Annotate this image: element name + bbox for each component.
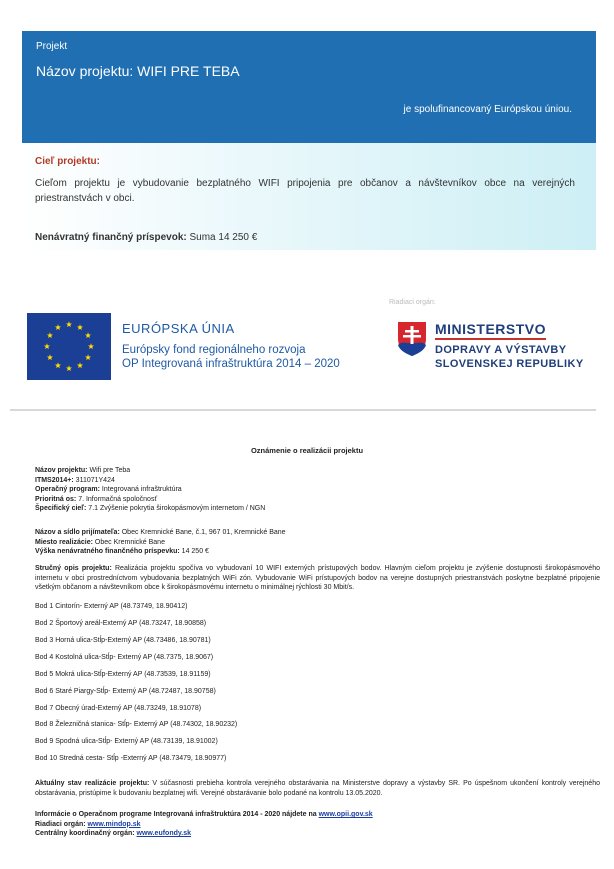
eu-star-icon [66,321,72,327]
ministry-line3: SLOVENSKEJ REPUBLIKY [435,358,584,370]
access-point-6: Bod 6 Staré Piargy-Stĺp- Externý AP (48.72487, 18.90758) [35,688,216,695]
notice-title: Oznámenie o realizácii projektu [250,446,364,455]
riadiaci-organ-caption: Riadiaci orgán: [389,299,436,306]
project-status [35,779,600,798]
eu-star-icon [66,365,72,371]
recipient-info-block [35,528,286,557]
project-description [35,564,600,593]
access-point-2: Bod 2 Športový areál-Externý AP (48.73247, 18.90858) [35,620,207,627]
eu-star-icon [55,324,61,330]
eu-name: EURÓPSKA ÚNIA [122,321,235,336]
ministry-name: MINISTERSTVO [435,321,546,340]
opii-link[interactable]: www.opii.gov.sk [318,811,373,818]
info-row: Špecifický cieľ: 7.1 Zvýšenie pokrytia širokopásmovým internetom / NGN [35,505,266,513]
info-row: Názov projektu: Wifi pre Teba [35,467,131,474]
status-text: V súčasnosti prebieha kontrola verejného obstarávania na Ministerstve dopravy a výstavby SR. Po úspešnom ukončení kontroly verejného obstarávania, pristúpime k budovaniu bezplatnej wifi. Verejné obstarávanie bolo podané na kontrolu 13.05.2020. [35,780,600,797]
info-row: Výška nenávratného finančného príspevku: 14 250 € [35,548,209,556]
grant-line [35,232,257,243]
access-point-3: Bod 3 Horná ulica-Stĺp-Externý AP (48.73486, 18.90781) [35,637,211,644]
eu-star-icon [44,343,50,349]
info-row: ITMS2014+: 311071Y424 [35,476,115,484]
info-row: Operačný program: Integrovaná infraštruktúra [35,486,182,494]
goal-heading: Cieľ projektu: [35,156,100,167]
cofinanced-note: je spolufinancovaný Európskou úniou. [403,104,572,115]
access-point-5: Bod 5 Mokrá ulica-Stĺp-Externý AP (48.73539, 18.91159) [35,671,211,678]
eu-stars-icon [27,313,111,380]
project-label: Projekt [36,41,68,52]
access-point-1: Bod 1 Cintorín- Externý AP (48.73749, 18.90412) [35,603,188,610]
footer-info [35,810,373,839]
ministry-logo-text [435,321,584,371]
grant-label: Nenávratný finančný príspevok: [35,232,187,243]
goal-text: Cieľom projektu je vybudovanie bezplatného WIFI pripojenia pre občanov a návštevníkov obce na verejných priestranstvách v obci. [35,178,575,204]
eufondy-link[interactable]: www.eufondy.sk [136,830,191,838]
info-row: Prioritná os: 7. Informačná spoločnosť [35,495,158,503]
access-point-10: Bod 10 Stredná cesta- Stĺp -Externý AP (48.73479, 18.90977) [35,755,227,762]
info-row: Názov a sídlo prijímateľa: Obec Kremnické Bane, č.1, 967 01, Kremnické Bane [35,529,286,536]
footer-ro-line: Riadiaci orgán: www.mindop.sk [35,820,141,828]
eu-star-icon [55,362,61,368]
divider [10,409,596,411]
eu-op: OP Integrovaná infraštruktúra 2014 – 2020 [122,358,340,370]
project-title: Názov projektu: WIFI PRE TEBA [36,63,240,79]
access-point-9: Bod 9 Spodná ulica-Stĺp- Externý AP (48.73139, 18.91002) [35,738,218,745]
footer-op-line: Informácie o Operačnom programe Integrovaná infraštruktúra 2014 - 2020 nájdete na www.opii.gov.sk [35,811,373,818]
slovak-coat-of-arms-icon [397,321,427,357]
eu-star-icon [47,354,53,360]
access-point-7: Bod 7 Obecný úrad-Externý AP (48.73249, 18.91078) [35,705,202,712]
eu-flag-logo [27,313,111,380]
description-text: Realizácia projektu spočíva vo vybudovaní 10 WIFI externých prístupových bodov. Hlavným cieľom projektu je zvýšenie dostupnosti širokopásmového internetu v obci prostredníctvom vybudovania bezplatných WiFi zón. Vybudovanie WiFi prístupových bodov na verejne dostupných priestranstvách poskytne bezplatné pripojenie všetkým občanom a návštevníkom obce k širokopásmovému internetu o minimálnej rýchlosti 30 Mbit/s. [35,565,600,592]
eu-star-icon [88,343,94,349]
eu-star-icon [85,354,91,360]
eu-star-icon [85,332,91,338]
footer-co-line: Centrálny koordinačný orgán: www.eufondy.sk [35,830,191,838]
eu-logo-text [122,321,340,371]
access-point-8: Bod 8 Železničná stanica- Stĺp- Externý AP (48.74302, 18.90232) [35,721,238,728]
description-label: Stručný opis projektu: [35,565,112,572]
eu-fund: Európsky fond regionálneho rozvoja [122,344,306,356]
info-row: Miesto realizácie: Obec Kremnické Bane [35,538,165,546]
project-info-block [35,466,265,514]
project-header-band [22,31,596,143]
eu-star-icon [77,362,83,368]
status-label: Aktuálny stav realizácie projektu: [35,780,150,787]
mindop-link[interactable]: www.mindop.sk [87,820,141,828]
ministry-line2: DOPRAVY A VÝSTAVBY [435,344,567,356]
grant-value: Suma 14 250 € [189,232,258,243]
eu-star-icon [47,332,53,338]
eu-star-icon [77,324,83,330]
access-point-4: Bod 4 Kostolná ulica-Stĺp- Externý AP (48.7375, 18.9067) [35,654,214,661]
